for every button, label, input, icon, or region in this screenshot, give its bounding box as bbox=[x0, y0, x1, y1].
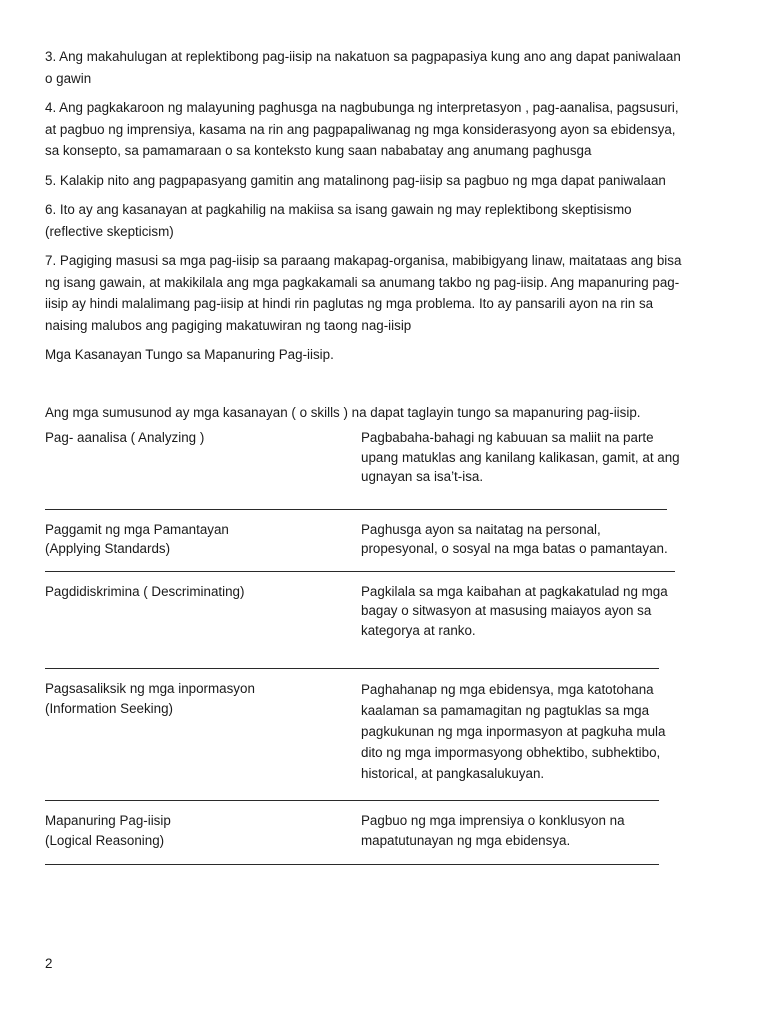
skill-row bbox=[45, 811, 685, 865]
skill-term-name: Pag- aanalisa ( Analyzing ) bbox=[45, 430, 205, 445]
skill-row bbox=[45, 520, 685, 572]
section-heading: Mga Kasanayan Tungo sa Mapanuring Pag-iisip. bbox=[45, 347, 334, 362]
skill-definition: Pagbabaha-bahagi ng kabuuan sa maliit na parte upang matuklas ang kanilang kalikasan, gamit, at ang ugnayan sa isa’t-isa. bbox=[361, 430, 680, 484]
skill-definition: Pagkilala sa mga kaibahan at pagkakatulad ng mga bagay o sitwasyon at masusing maiayos ayon sa kategorya at ranko. bbox=[361, 583, 668, 638]
skill-row bbox=[45, 582, 685, 670]
row-divider bbox=[45, 509, 667, 510]
skills-table bbox=[45, 428, 685, 865]
skill-term-english: (Logical Reasoning) bbox=[45, 832, 165, 848]
skill-term bbox=[45, 679, 361, 784]
paragraph-5: 5. Kalakip nito ang pagpapasyang gamitin ang matalinong pag-iisip sa pagbuo ng mga dapat paniwalaan bbox=[45, 172, 666, 188]
intro-text: Ang mga sumusunod ay mga kasanayan ( o skills ) na dapat taglayin tungo sa mapanuring pag-iisip. bbox=[45, 404, 641, 420]
skill-term-name: Pagsasaliksik ng mga inpormasyon bbox=[45, 681, 255, 696]
skill-term-english: (Information Seeking) bbox=[45, 700, 174, 716]
skill-term bbox=[45, 811, 361, 850]
paragraph-4: 4. Ang pagkakaroon ng malayuning paghusga na nagbubunga ng interpretasyon , pag-aanalisa, pagsusuri, at pagbuo ng imprensiya, kasama na rin ang pagpapaliwanag ng mga konsiderasyong ayon sa ebidensya, sa konsepto, sa pamamaraan o sa konteksto kung saan nababatay ang anumang paghusga bbox=[45, 100, 679, 158]
skill-row bbox=[45, 428, 685, 510]
row-divider bbox=[45, 864, 659, 865]
paragraph-6: 6. Ito ay ang kasanayan at pagkahilig na makiisa sa isang gawain ng may replektibong skeptisismo (reflective skepticism) bbox=[45, 202, 632, 239]
skill-definition: Paghusga ayon sa naitatag na personal, propesyonal, o sosyal na mga batas o pamantayan. bbox=[361, 521, 668, 556]
skill-row bbox=[45, 679, 685, 801]
skill-definition: Pagbuo ng mga imprensiya o konklusyon na mapatutunayan ng mga ebidensya. bbox=[361, 813, 625, 848]
skill-term-name: Pagdidiskrimina ( Descriminating) bbox=[45, 583, 245, 599]
skill-term bbox=[45, 428, 361, 487]
skill-term-name: Mapanuring Pag-iisip bbox=[45, 813, 171, 828]
paragraph-3: 3. Ang makahulugan at replektibong pag-iisip na nakatuon sa pagpapasiya kung ano ang dapat paniwalaan o gawin bbox=[45, 49, 681, 86]
page-number: 2 bbox=[45, 956, 53, 971]
skill-definition: Paghahanap ng mga ebidensya, mga katotohana kaalaman sa pamamagitan ng pagtuklas sa mga pagkukunan ng mga inpormasyon at pagkuha mula dito ng mga impormasyong obhektibo, subhektibo, historical, at pangkasalukuyan. bbox=[361, 682, 666, 781]
row-divider bbox=[45, 571, 675, 572]
row-divider bbox=[45, 668, 659, 669]
skill-term-english: (Applying Standards) bbox=[45, 541, 171, 556]
row-divider bbox=[45, 800, 659, 801]
skill-term-name: Paggamit ng mga Pamantayan bbox=[45, 521, 229, 537]
paragraph-7: 7. Pagiging masusi sa mga pag-iisip sa paraang makapag-organisa, mabibigyang linaw, maitataas ang bisa ng isang gawain, at makikilala ang mga pagkakamali sa anumang takbo ng pag-iisip. Ang mapanuring pag-iisip ay hindi malalimang pag-iisip at hindi rin paglutas ng mga problema. Ito ay pansarili ayon na rin sa naising malubos ang pagiging makatuwiran ng taong nag-iisip bbox=[45, 253, 682, 333]
skill-term bbox=[45, 520, 361, 559]
skill-term bbox=[45, 582, 361, 641]
document-page bbox=[45, 46, 685, 875]
